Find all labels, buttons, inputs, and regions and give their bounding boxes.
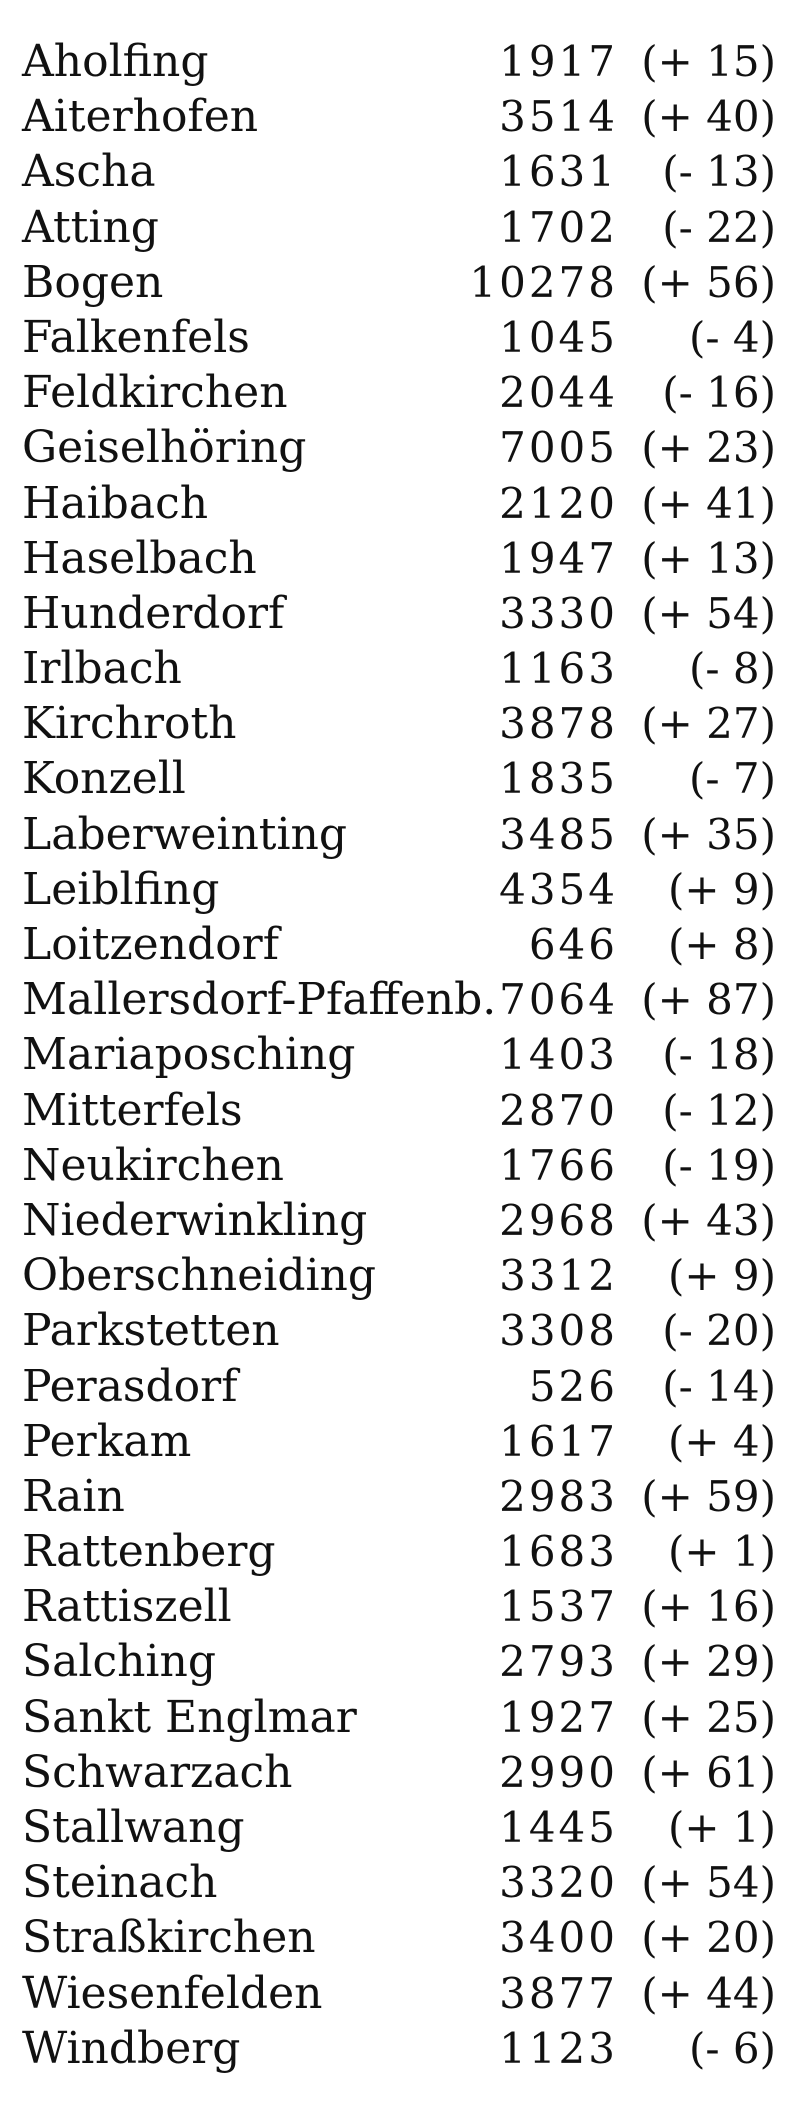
population-value: 4354 — [499, 864, 618, 914]
table-row — [0, 807, 800, 862]
population-value: 3400 — [499, 1913, 618, 1963]
population-change: (+ 35) — [641, 809, 776, 859]
municipality-name: Mallersdorf-Pfaffenb. — [22, 974, 497, 1026]
municipality-name: Haibach — [22, 477, 209, 529]
table-row — [0, 972, 800, 1027]
table-row — [0, 1083, 800, 1138]
municipality-name: Rattiszell — [22, 1581, 232, 1633]
table-row — [0, 1910, 800, 1965]
municipality-name: Hunderdorf — [22, 587, 285, 639]
table-row — [0, 1745, 800, 1800]
table-row — [0, 1579, 800, 1634]
population-value: 3312 — [499, 1251, 618, 1301]
municipality-table — [0, 34, 800, 2076]
table-row — [0, 1359, 800, 1414]
population-value: 3485 — [499, 809, 618, 859]
population-value: 1403 — [499, 1030, 618, 1080]
municipality-name: Mitterfels — [22, 1084, 243, 1136]
table-row — [0, 476, 800, 531]
municipality-name: Kirchroth — [22, 698, 237, 750]
population-value: 1163 — [499, 644, 618, 694]
population-change: (+ 15) — [641, 37, 776, 86]
population-value: 3878 — [499, 699, 618, 749]
population-change: (- 14) — [662, 1361, 776, 1411]
municipality-name: Bogen — [22, 256, 164, 308]
municipality-name: Falkenfels — [22, 311, 250, 363]
municipality-name: Irlbach — [22, 643, 182, 695]
municipality-name: Atting — [22, 201, 159, 253]
population-change: (+ 27) — [641, 699, 776, 749]
municipality-name: Leiblfing — [22, 863, 220, 915]
municipality-name: Aiterhofen — [22, 91, 259, 143]
municipality-name: Wiesenfelden — [22, 1967, 323, 2019]
population-change: (- 6) — [688, 2023, 776, 2073]
table-row — [0, 34, 800, 89]
population-change: (- 8) — [688, 644, 776, 694]
population-change: (+ 43) — [641, 1195, 776, 1245]
table-row — [0, 531, 800, 586]
population-value: 526 — [528, 1361, 618, 1411]
population-value: 1445 — [499, 1803, 618, 1852]
population-change: (+ 29) — [641, 1637, 776, 1687]
population-change: (+ 1) — [667, 1527, 776, 1577]
population-value: 1835 — [499, 754, 618, 804]
population-value: 3320 — [499, 1858, 618, 1908]
population-change: (- 18) — [662, 1030, 776, 1080]
table-row — [0, 1800, 800, 1855]
population-change: (- 12) — [662, 1085, 776, 1135]
table-row — [0, 200, 800, 255]
population-value: 3877 — [499, 1968, 618, 2018]
table-row — [0, 1248, 800, 1303]
population-value: 1766 — [499, 1140, 618, 1190]
population-change: (- 4) — [688, 312, 776, 362]
population-value: 2870 — [499, 1085, 618, 1135]
table-row — [0, 696, 800, 751]
population-change: (+ 54) — [641, 588, 776, 638]
municipality-name: Schwarzach — [22, 1746, 293, 1798]
table-row — [0, 420, 800, 475]
population-change: (+ 56) — [641, 257, 776, 307]
table-row — [0, 1303, 800, 1358]
population-change: (+ 87) — [641, 975, 776, 1025]
population-value: 2120 — [499, 478, 618, 528]
population-change: (+ 61) — [641, 1747, 776, 1797]
municipality-name: Straßkirchen — [22, 1912, 316, 1964]
table-row — [0, 586, 800, 641]
population-value: 1045 — [499, 312, 618, 362]
municipality-name: Oberschneiding — [22, 1250, 377, 1302]
population-change: (+ 23) — [641, 423, 776, 473]
municipality-name: Perasdorf — [22, 1360, 238, 1412]
municipality-name: Perkam — [22, 1415, 192, 1467]
population-value: 2044 — [499, 368, 618, 418]
population-change: (+ 40) — [641, 92, 776, 142]
municipality-name: Salching — [22, 1636, 217, 1688]
municipality-name: Parkstetten — [22, 1305, 280, 1357]
population-value: 1683 — [499, 1527, 618, 1577]
population-value: 7064 — [499, 975, 618, 1025]
table-row — [0, 1138, 800, 1193]
table-row — [0, 255, 800, 310]
population-value: 1537 — [499, 1582, 618, 1632]
table-row — [0, 1414, 800, 1469]
population-change: (+ 8) — [667, 920, 776, 969]
population-value: 1917 — [499, 37, 618, 86]
population-change: (+ 25) — [641, 1692, 776, 1742]
population-value: 1927 — [499, 1692, 618, 1742]
population-change: (- 19) — [662, 1140, 776, 1190]
population-change: (+ 44) — [641, 1968, 776, 2018]
population-value: 1617 — [499, 1416, 618, 1466]
population-value: 2793 — [499, 1637, 618, 1687]
municipality-name: Geiselhöring — [22, 422, 307, 474]
table-row — [0, 1469, 800, 1524]
population-change: (+ 13) — [641, 533, 776, 583]
population-change: (+ 4) — [667, 1416, 776, 1466]
municipality-name: Aholfing — [22, 36, 209, 87]
population-value: 646 — [528, 920, 618, 969]
table-row — [0, 917, 800, 972]
table-row — [0, 751, 800, 806]
table-row — [0, 1966, 800, 2021]
table-row — [0, 862, 800, 917]
table-row — [0, 1690, 800, 1745]
population-change: (+ 9) — [667, 864, 776, 914]
municipality-name: Rattenberg — [22, 1526, 276, 1578]
population-value: 1123 — [499, 2023, 618, 2073]
table-row — [0, 2021, 800, 2076]
population-change: (- 16) — [662, 368, 776, 418]
table-row — [0, 1524, 800, 1579]
population-value: 2990 — [499, 1747, 618, 1797]
population-value: 2968 — [499, 1195, 618, 1245]
population-change: (- 20) — [662, 1306, 776, 1356]
municipality-name: Rain — [22, 1470, 125, 1522]
population-change: (- 13) — [662, 147, 776, 197]
population-change: (+ 16) — [641, 1582, 776, 1632]
population-change: (+ 1) — [667, 1803, 776, 1852]
municipality-name: Windberg — [22, 2022, 241, 2074]
population-value: 3514 — [499, 92, 618, 142]
population-change: (+ 54) — [641, 1858, 776, 1908]
municipality-name: Stallwang — [22, 1802, 245, 1853]
population-change: (+ 41) — [641, 478, 776, 528]
table-row — [0, 1193, 800, 1248]
municipality-name: Neukirchen — [22, 1139, 285, 1191]
table-row — [0, 89, 800, 144]
municipality-name: Loitzendorf — [22, 919, 279, 970]
municipality-name: Mariaposching — [22, 1029, 356, 1081]
population-value: 1947 — [499, 533, 618, 583]
population-change: (+ 9) — [667, 1251, 776, 1301]
table-row — [0, 310, 800, 365]
population-value: 1702 — [499, 202, 618, 252]
population-change: (+ 20) — [641, 1913, 776, 1963]
population-value: 10278 — [469, 257, 618, 307]
municipality-name: Ascha — [22, 146, 156, 198]
municipality-name: Sankt Englmar — [22, 1691, 357, 1743]
population-change: (- 7) — [688, 754, 776, 804]
municipality-name: Konzell — [22, 753, 186, 805]
table-row — [0, 1027, 800, 1082]
municipality-name: Niederwinkling — [22, 1194, 368, 1246]
table-row — [0, 144, 800, 199]
municipality-name: Haselbach — [22, 532, 257, 584]
municipality-name: Laberweinting — [22, 808, 348, 860]
table-row — [0, 1634, 800, 1689]
table-row — [0, 641, 800, 696]
population-value: 1631 — [499, 147, 618, 197]
population-value: 3308 — [499, 1306, 618, 1356]
table-row — [0, 1855, 800, 1910]
population-value: 3330 — [499, 588, 618, 638]
table-row — [0, 365, 800, 420]
municipality-name: Steinach — [22, 1857, 218, 1909]
population-change: (+ 59) — [641, 1471, 776, 1521]
municipality-name: Feldkirchen — [22, 367, 288, 419]
population-value: 7005 — [499, 423, 618, 473]
population-value: 2983 — [499, 1471, 618, 1521]
population-change: (- 22) — [662, 202, 776, 252]
